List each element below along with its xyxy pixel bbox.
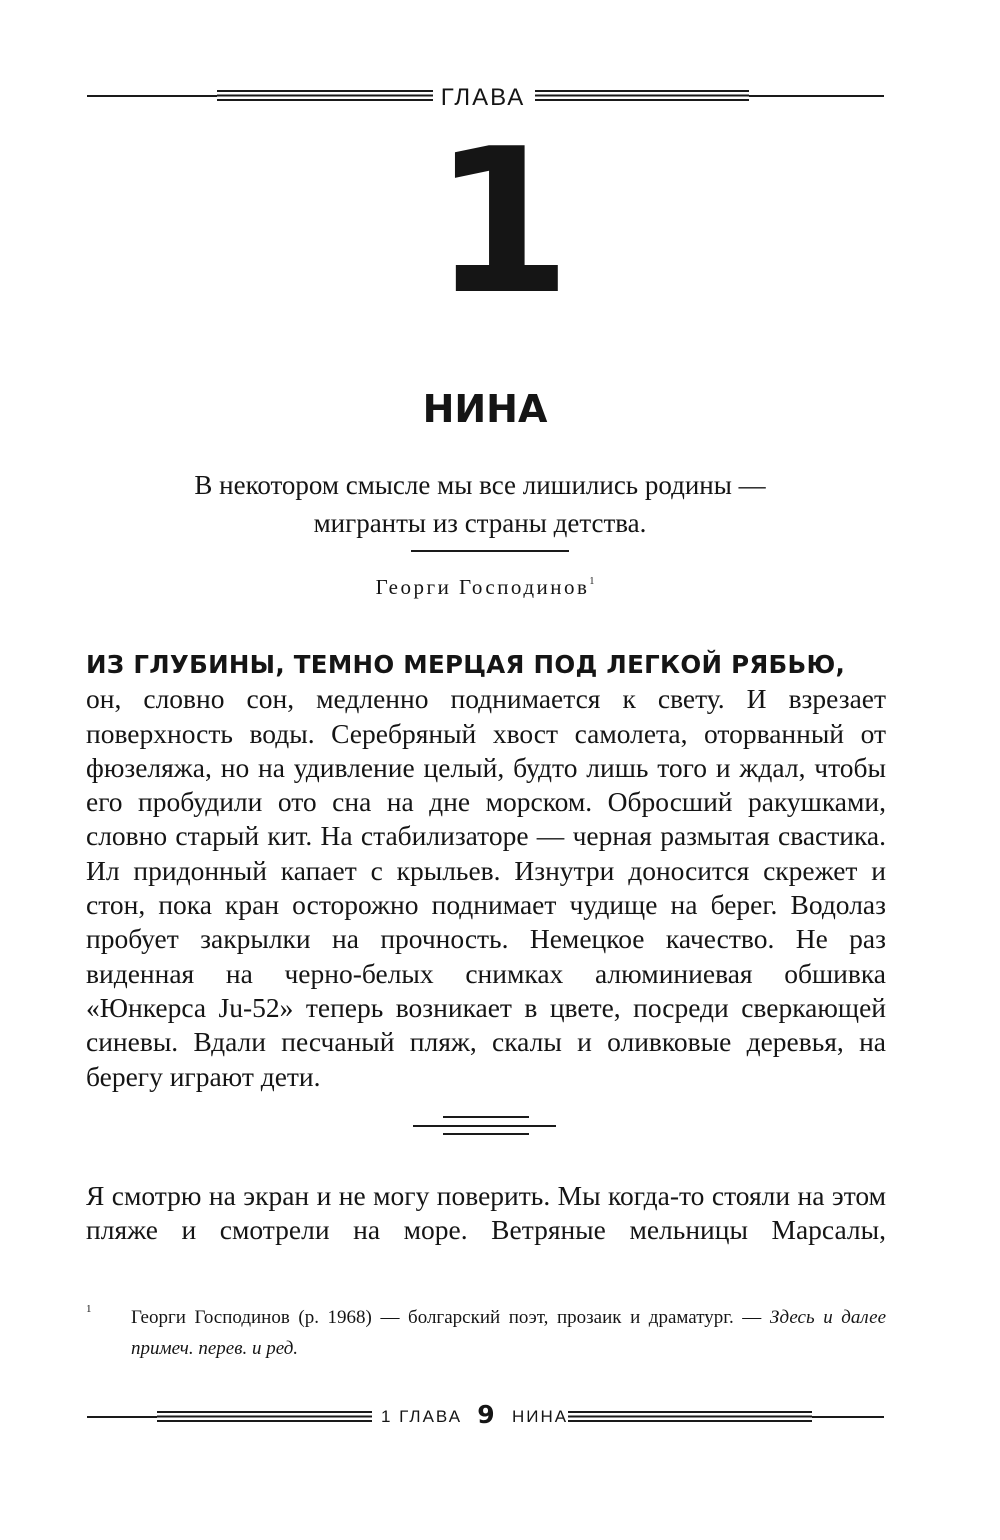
section-break-bottom-line [443, 1133, 529, 1135]
lead-in: ИЗ ГЛУБИНЫ, ТЕМНО МЕРЦАЯ ПОД ЛЕГКОЙ РЯБЬЮ, [86, 650, 846, 679]
footer-rule-left-triple [157, 1411, 372, 1422]
footnote-text [131, 1302, 886, 1364]
footer-chapter-title: НИНА [512, 1407, 569, 1426]
footer-rule-right-thin [812, 1416, 884, 1418]
epigraph-divider [411, 550, 569, 552]
epigraph-author-name: Георги Господинов [375, 575, 590, 599]
header-rule-left-thin [87, 95, 217, 97]
body-paragraph-2 [86, 1179, 886, 1248]
chapter-label: ГЛАВА [440, 84, 526, 111]
footer-chapter-label: 1 ГЛАВА [381, 1407, 463, 1426]
paragraph-text: Я смотрю на экран и не могу поверить. Мы когда-то стояли на этом пляже и смотрели на море. Ветряные мельницы Марсалы, [86, 1180, 886, 1246]
section-break-middle-line [413, 1125, 556, 1127]
chapter-number: 1 [432, 106, 568, 339]
paragraph-text: он, словно сон, медленно поднимается к свету. И взрезает поверхность воды. Серебряный хвост самолета, оторванный от фюзеляжа, но на удивление целый, будто лишь того и ждал, чтобы его пробудили ото сна на дне морском. Обросший ракушками, словно старый кит. На стабилизаторе — черная размытая свастика. Ил придонный капает с крыльев. Изнутри доносится скрежет и стон, пока кран осторожно поднимает чудище на берег. Водолаз пробует закрылки на прочность. Немецкое качество. Не раз виденная на черно-белых снимках алюминиевая обшивка «Юнкерса Ju-52» теперь возникает в цвете, посреди сверкающей синевы. Вдали песчаный пляж, скалы и оливковые деревья, на берегу играют дети. [86, 683, 886, 1092]
footnote-reference[interactable]: 1 [589, 576, 595, 587]
header-rule-right-triple [535, 90, 749, 101]
footnote-mark: 1 [86, 1303, 92, 1315]
section-break-top-line [443, 1116, 529, 1118]
chapter-title: НИНА [422, 387, 548, 431]
epigraph-author [0, 568, 970, 601]
footnote-body: Георги Господинов (р. 1968) — болгарский поэт, прозаик и драматург. — [131, 1307, 770, 1328]
footer-rule-right-triple [568, 1411, 812, 1422]
page-number: 9 [477, 1400, 495, 1429]
epigraph-line: В некотором смысле мы все лишились родины — [194, 470, 766, 500]
footer-rule-left-thin [87, 1416, 157, 1418]
epigraph-line: мигранты из страны детства. [313, 508, 647, 538]
body-paragraph-1 [86, 647, 886, 1094]
header-rule-left-triple [217, 90, 433, 101]
footnote [86, 1302, 886, 1364]
footnote-italic: Здесь и далее примеч. перев. и ред. [131, 1307, 887, 1359]
header-rule-right-thin [749, 95, 884, 97]
paragraph-lead-in [86, 647, 886, 682]
epigraph [150, 466, 810, 542]
